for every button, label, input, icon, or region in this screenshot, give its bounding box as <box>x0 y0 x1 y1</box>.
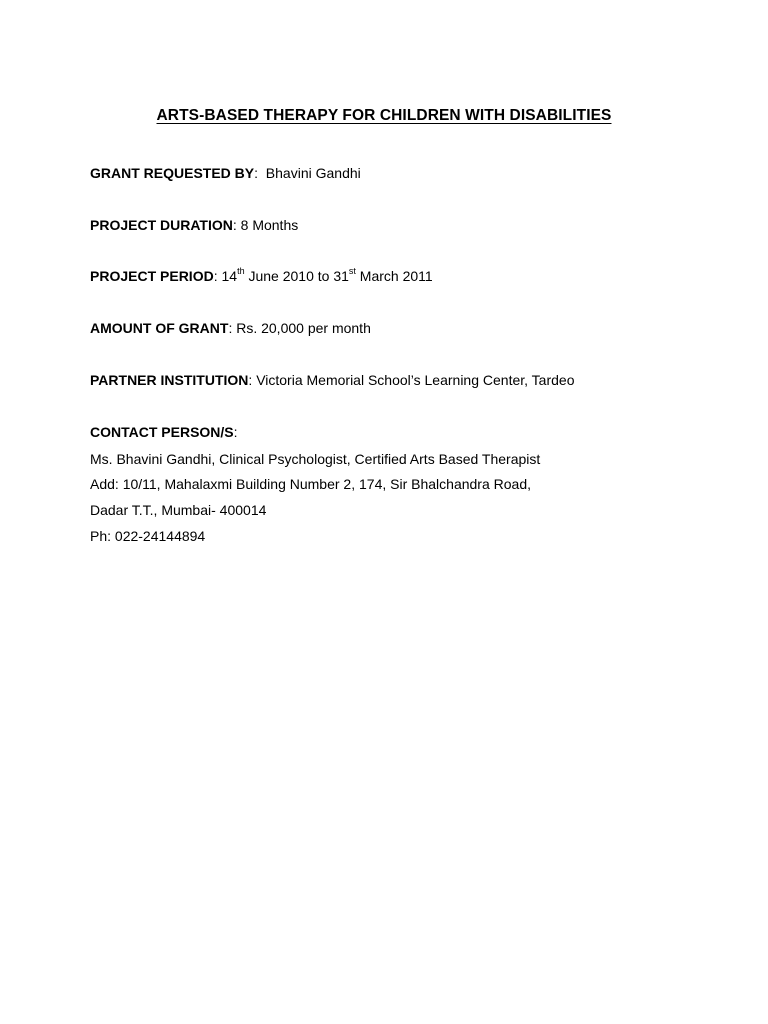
separator: : <box>248 372 257 388</box>
partner-institution-row <box>90 371 574 389</box>
document-title: ARTS-BASED THERAPY FOR CHILDREN WITH DISABILITIES <box>156 107 612 124</box>
amount-of-grant-row <box>90 319 371 337</box>
start-day: 14 <box>221 268 238 284</box>
grant-requested-by-value: Bhavini Gandhi <box>265 165 361 181</box>
separator: : <box>254 165 266 181</box>
contact-line: Add: 10/11, Mahalaxmi Building Number 2, 174, Sir Bhalchandra Road, <box>90 476 531 492</box>
end-day: 31 <box>333 268 349 284</box>
contact-line: Ph: 022-24144894 <box>90 528 206 544</box>
partner-institution-label: PARTNER INSTITUTION <box>90 372 249 388</box>
amount-of-grant-value: Rs. 20,000 per month <box>236 320 371 336</box>
contact-line: Dadar T.T., Mumbai- 400014 <box>90 502 267 518</box>
project-period-row <box>90 267 433 285</box>
contact-line: Ms. Bhavini Gandhi, Clinical Psychologist, Certified Arts Based Therapist <box>90 451 541 467</box>
separator: : <box>228 320 237 336</box>
project-duration-row <box>90 216 298 234</box>
project-period-label: PROJECT PERIOD <box>90 268 214 284</box>
start-day-suffix: th <box>237 266 245 277</box>
grant-requested-by-label: GRANT REQUESTED BY <box>90 165 255 181</box>
partner-institution-value: Victoria Memorial School’s Learning Center, Tardeo <box>256 372 575 388</box>
end-rest: March 2011 <box>355 268 433 284</box>
separator: : <box>233 424 238 440</box>
amount-of-grant-label: AMOUNT OF GRANT <box>90 320 229 336</box>
project-duration-value: 8 Months <box>240 217 299 233</box>
start-rest: June 2010 to <box>244 268 334 284</box>
project-duration-label: PROJECT DURATION <box>90 217 233 233</box>
separator: : <box>232 217 241 233</box>
end-day-suffix: st <box>348 266 356 277</box>
grant-requested-by-row <box>90 164 361 182</box>
separator: : <box>213 268 222 284</box>
contact-persons-label: CONTACT PERSON/S <box>90 424 234 440</box>
contact-persons-row <box>90 423 238 441</box>
